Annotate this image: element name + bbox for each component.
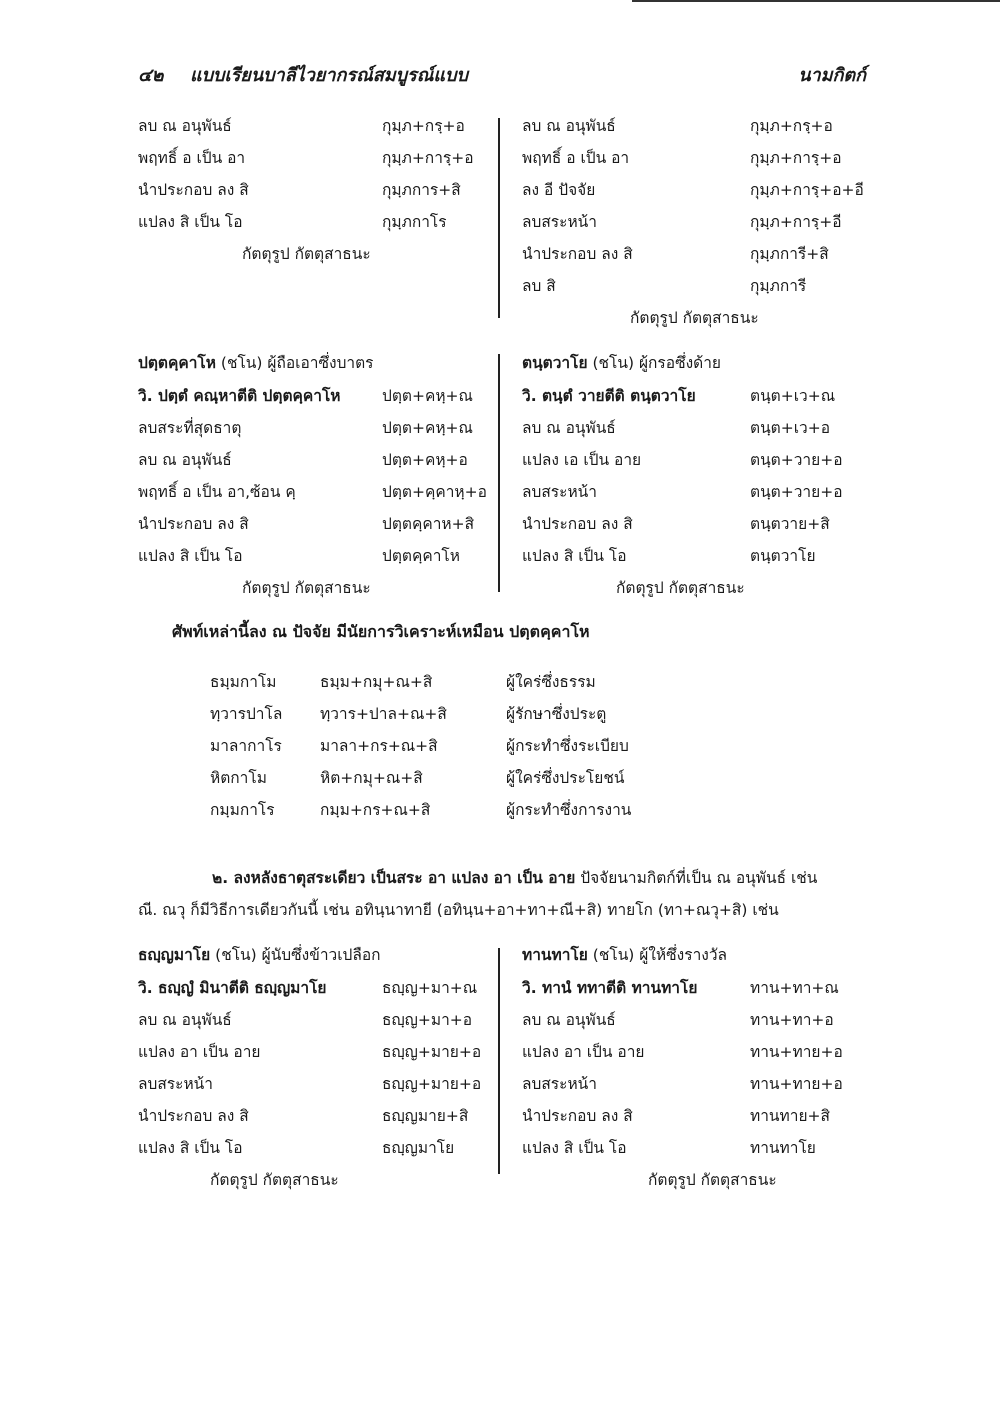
- vigraha-text: วิ. ปตฺตํ คณฺหาตีติ ปตฺตคฺคาโห: [138, 387, 341, 405]
- column-divider: [498, 948, 500, 1174]
- step-form: กุมฺภกาโร: [382, 213, 447, 231]
- step-form: ทานทาย+สิ: [750, 1107, 830, 1125]
- step-text: นำประกอบ ลง สิ: [522, 1107, 633, 1125]
- list-item: [210, 730, 670, 762]
- block1-left: [138, 110, 498, 270]
- step-form: ทาน+ทาย+อ: [750, 1075, 843, 1093]
- step-form: ตนฺต+วาย+อ: [750, 483, 843, 501]
- step-text: ลบ ณ อนุพันธ์: [522, 117, 616, 135]
- step-text: ลบสระหน้า: [522, 213, 597, 231]
- step-text: ลบสระหน้า: [138, 1075, 213, 1093]
- step-text: ลบ สิ: [522, 277, 556, 295]
- step-text: ลบ ณ อนุพันธ์: [138, 1011, 232, 1029]
- step-text: พฤทธิ์ อ เป็น อา: [522, 149, 630, 167]
- derivation-row: [522, 444, 882, 476]
- derivation-row: [522, 110, 882, 142]
- step-text: แปลง สิ เป็น โอ: [138, 1139, 243, 1157]
- list-meaning: ผู้กระทำซึ่งการงาน: [506, 801, 632, 819]
- step-text: นำประกอบ ลง สิ: [138, 515, 249, 533]
- step-form: ธญฺญ+มาย+อ: [382, 1075, 482, 1093]
- vigraha-text: วิ. ธญฺญํ มินาตีติ ธญฺญมาโย: [138, 979, 327, 997]
- list-word: ทฺวารปาโล: [210, 705, 283, 723]
- entry-title: [522, 346, 882, 380]
- step-form: ตนฺตวาโย: [750, 547, 816, 565]
- block-footer: กัตตุรูป กัตตุสาธนะ: [210, 1171, 339, 1189]
- step-form: ปตฺต+คหฺ+ณ: [382, 419, 473, 437]
- list-analysis: ทฺวาร+ปาล+ณ+สิ: [320, 705, 447, 723]
- column-divider: [498, 354, 500, 592]
- step-text: พฤทธิ์ อ เป็น อา,ซ้อน คฺ: [138, 483, 296, 501]
- rule-paragraph: [138, 862, 866, 926]
- derivation-row: [138, 444, 498, 476]
- entry-title: [138, 938, 498, 972]
- vigraha-form: ธญฺญ+มา+ณ: [382, 979, 478, 997]
- step-form: กุมฺภ+กรฺ+อ: [750, 117, 833, 135]
- step-text: นำประกอบ ลง สิ: [522, 515, 633, 533]
- derivation-row: [522, 540, 882, 572]
- vigraha-form: ทาน+ทา+ณ: [750, 979, 839, 997]
- derivation-row: [138, 206, 498, 238]
- entry-word: ทานทาโย: [522, 946, 588, 964]
- page-header: [138, 60, 866, 90]
- step-form: กุมฺภ+กรฺ+อ: [382, 117, 465, 135]
- step-form: ทาน+ทา+อ: [750, 1011, 834, 1029]
- list-word: มาลากาโร: [210, 737, 282, 755]
- step-form: กุมฺภ+การฺ+อ: [382, 149, 474, 167]
- block-footer: กัตตุรูป กัตตุสาธนะ: [648, 1171, 777, 1189]
- vigraha-form: ตนฺต+เว+ณ: [750, 387, 836, 405]
- list-item: [210, 698, 670, 730]
- step-text: ลง อี ปัจจัย: [522, 181, 596, 199]
- list-meaning: ผู้รักษาซึ่งประตู: [506, 705, 607, 723]
- step-text: ลบ ณ อนุพันธ์: [522, 1011, 616, 1029]
- derivation-row: [138, 508, 498, 540]
- list-item: [210, 794, 670, 826]
- derivation-row: [522, 1004, 882, 1036]
- derivation-row: [522, 238, 882, 270]
- derivation-row: [522, 412, 882, 444]
- derivation-row: [138, 1004, 498, 1036]
- entry-meaning: ผู้ถือเอาซึ่งบาตร: [267, 354, 374, 372]
- step-text: แปลง สิ เป็น โอ: [138, 213, 243, 231]
- entry-word: ปตฺตคฺคาโห: [138, 354, 216, 372]
- derivation-row: [522, 270, 882, 302]
- vigraha-form: ปตฺต+คหฺ+ณ: [382, 387, 473, 405]
- step-form: ธญฺญมาย+สิ: [382, 1107, 469, 1125]
- derivation-row: [522, 476, 882, 508]
- derivation-row: [138, 1068, 498, 1100]
- vigraha-row: [522, 380, 882, 412]
- block-footer: กัตตุรูป กัตตุสาธนะ: [630, 309, 759, 327]
- entry-meaning: ผู้กรอซึ่งด้าย: [638, 354, 722, 372]
- step-form: ธญฺญมาโย: [382, 1139, 455, 1157]
- top-rule: [632, 0, 1000, 2]
- entry-word: ธญฺญมาโย: [138, 946, 211, 964]
- step-form: กุมฺภ+การฺ+อี: [750, 213, 842, 231]
- step-form: ทานทาโย: [750, 1139, 816, 1157]
- entry-word: ตนฺตวาโย: [522, 354, 588, 372]
- step-form: ปตฺต+คฺคาหฺ+อ: [382, 483, 487, 501]
- derivation-row: [138, 174, 498, 206]
- block3-right: [522, 938, 882, 1196]
- derivation-row: [522, 142, 882, 174]
- derivation-row: [138, 1132, 498, 1164]
- word-list: [210, 666, 670, 826]
- list-meaning: ผู้ใคร่ซึ่งธรรม: [506, 673, 596, 691]
- step-text: แปลง อา เป็น อาย: [522, 1043, 645, 1061]
- section-note: ศัพท์เหล่านี้ลง ณ ปัจจัย มีนัยการวิเคราะห์เหมือน ปตฺตคฺคาโห: [172, 622, 590, 641]
- book-title: แบบเรียนบาลีไวยากรณ์สมบูรณ์แบบ: [190, 65, 468, 86]
- entry-gender: (ชโน): [592, 946, 635, 964]
- entry-gender: (ชโน): [215, 946, 257, 964]
- list-analysis: กมฺม+กร+ณ+สิ: [320, 801, 431, 819]
- list-analysis: หิต+กมุ+ณ+สิ: [320, 769, 423, 787]
- step-text: พฤทธิ์ อ เป็น อา: [138, 149, 246, 167]
- block-footer: กัตตุรูป กัตตุสาธนะ: [242, 245, 371, 263]
- step-form: ทาน+ทาย+อ: [750, 1043, 843, 1061]
- step-form: ตนฺต+เว+อ: [750, 419, 831, 437]
- list-analysis: ธมฺม+กมุ+ณ+สิ: [320, 673, 433, 691]
- derivation-row: [138, 1036, 498, 1068]
- derivation-row: [522, 1132, 882, 1164]
- step-text: นำประกอบ ลง สิ: [522, 245, 633, 263]
- step-form: ธญฺญ+มาย+อ: [382, 1043, 482, 1061]
- derivation-row: [138, 476, 498, 508]
- block1-right: [522, 110, 882, 334]
- step-text: ลบ ณ อนุพันธ์: [138, 117, 232, 135]
- step-text: ลบสระหน้า: [522, 1075, 597, 1093]
- derivation-row: [522, 1068, 882, 1100]
- step-form: ปตฺตคฺคาโห: [382, 547, 460, 565]
- step-text: นำประกอบ ลง สิ: [138, 181, 249, 199]
- step-form: ตนฺต+วาย+อ: [750, 451, 843, 469]
- block-footer: กัตตุรูป กัตตุสาธนะ: [242, 579, 371, 597]
- list-item: [210, 666, 670, 698]
- step-text: แปลง สิ เป็น โอ: [138, 547, 243, 565]
- derivation-row: [522, 206, 882, 238]
- step-text: แปลง อา เป็น อาย: [138, 1043, 261, 1061]
- step-form: กุมฺภการ+สิ: [382, 181, 461, 199]
- step-form: ปตฺตคฺคาห+สิ: [382, 515, 475, 533]
- step-form: กุมฺภ+การฺ+อ: [750, 149, 842, 167]
- derivation-row: [138, 1100, 498, 1132]
- step-text: ลบ ณ อนุพันธ์: [522, 419, 616, 437]
- list-analysis: มาลา+กร+ณ+สิ: [320, 737, 438, 755]
- block2-right: [522, 346, 882, 604]
- list-meaning: ผู้ใคร่ซึ่งประโยชน์: [506, 769, 625, 787]
- step-text: ลบสระที่สุดธาตุ: [138, 419, 242, 437]
- step-text: ลบสระหน้า: [522, 483, 597, 501]
- list-word: ธมฺมกาโม: [210, 673, 277, 691]
- list-item: [210, 762, 670, 794]
- step-text: ลบ ณ อนุพันธ์: [138, 451, 232, 469]
- entry-meaning: ผู้นับซึ่งข้าวเปลือก: [261, 946, 381, 964]
- derivation-row: [522, 174, 882, 206]
- list-meaning: ผู้กระทำซึ่งระเบียบ: [506, 737, 629, 755]
- vigraha-row: [138, 972, 498, 1004]
- derivation-row: [522, 508, 882, 540]
- entry-gender: (ชโน): [220, 354, 263, 372]
- step-form: กุมฺภการี: [750, 277, 807, 295]
- vigraha-row: [138, 380, 498, 412]
- vigraha-row: [522, 972, 882, 1004]
- derivation-row: [522, 1100, 882, 1132]
- step-text: แปลง สิ เป็น โอ: [522, 1139, 627, 1157]
- vigraha-text: วิ. ทานํ ททาตีติ ทานทาโย: [522, 979, 698, 997]
- derivation-row: [138, 110, 498, 142]
- vigraha-text: วิ. ตนฺตํ วายตีติ ตนฺตวาโย: [522, 387, 696, 405]
- rule-text: ปัจจัยนามกิตก์ที่เป็น ณ อนุพันธ์ เช่น: [575, 869, 818, 887]
- column-divider: [498, 118, 500, 318]
- paragraph-line: ณี. ณวุ ก็มีวิธีการเดียวกันนี้ เช่น อทินฺนาทายี (อทินฺน+อา+ทา+ณี+สิ) ทายโก (ทา+ณวุ+สิ) เช่น: [138, 901, 779, 919]
- block-footer: กัตตุรูป กัตตุสาธนะ: [616, 579, 745, 597]
- step-form: กุมฺภ+การฺ+อ+อี: [750, 181, 864, 199]
- entry-title: [522, 938, 882, 972]
- entry-title: [138, 346, 498, 380]
- paragraph-line: [138, 862, 866, 894]
- step-text: นำประกอบ ลง สิ: [138, 1107, 249, 1125]
- step-form: กุมฺภการี+สิ: [750, 245, 829, 263]
- derivation-row: [138, 540, 498, 572]
- list-word: กมฺมกาโร: [210, 801, 275, 819]
- rule-heading: ๒. ลงหลังธาตุสระเดียว เป็นสระ อา แปลง อา เป็น อาย: [212, 869, 576, 887]
- derivation-row: [138, 142, 498, 174]
- step-form: ธญฺญ+มา+อ: [382, 1011, 473, 1029]
- page-number: ๔๒: [138, 65, 164, 86]
- block2-left: [138, 346, 498, 604]
- entry-meaning: ผู้ให้ซึ่งรางวัล: [639, 946, 728, 964]
- block3-left: [138, 938, 498, 1196]
- derivation-row: [138, 412, 498, 444]
- section-title: นามกิตก์: [798, 65, 866, 86]
- step-form: ตนฺตวาย+สิ: [750, 515, 830, 533]
- entry-gender: (ชโน): [592, 354, 635, 372]
- step-text: แปลง สิ เป็น โอ: [522, 547, 627, 565]
- step-form: ปตฺต+คหฺ+อ: [382, 451, 468, 469]
- derivation-row: [522, 1036, 882, 1068]
- list-word: หิตกาโม: [210, 769, 267, 787]
- step-text: แปลง เอ เป็น อาย: [522, 451, 642, 469]
